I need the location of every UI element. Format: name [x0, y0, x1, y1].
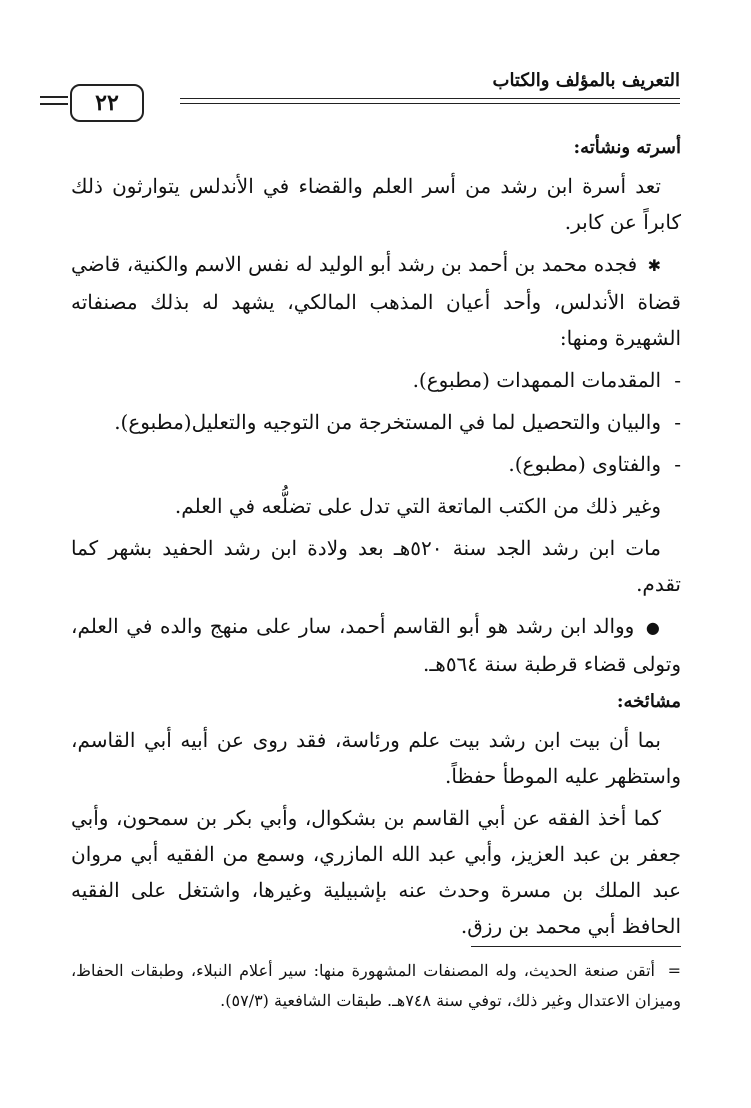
paragraph-family-intro: تعد أسرة ابن رشد من أسر العلم والقضاء في الأندلس يتوارثون ذلك كابراً عن كابر. [71, 174, 681, 234]
bullet-marker: ● [645, 618, 662, 637]
page-number: ٢٢ [70, 84, 144, 122]
paragraph-teachers-intro: بما أن بيت ابن رشد بيت علم ورئاسة، فقد روى عن أبيه أبي القاسم، واستظهر عليه الموطأ حفظاً. [71, 728, 681, 788]
header-ornament-bottom [40, 103, 68, 105]
header-rule-top [180, 98, 680, 99]
footnotes [71, 956, 681, 1016]
footnote-separator [471, 946, 681, 947]
paragraph-father [71, 608, 681, 682]
paragraph-grandfather [71, 246, 681, 356]
paragraph-father-text: ووالد ابن رشد هو أبو القاسم أحمد، سار على منهج والده في العلم، وتولى قضاء قرطبة سنة ٥٦٤هـ. [71, 614, 681, 676]
section-heading-teachers: مشائخه: [616, 691, 681, 712]
paragraph-other-books: وغير ذلك من الكتب الماتعة التي تدل على تضلُّعه في العلم. [174, 494, 661, 518]
paragraph-death: مات ابن رشد الجد سنة ٥٢٠هـ بعد ولادة ابن رشد الحفيد بشهر كما تقدم. [71, 536, 681, 596]
header-rule-bottom [180, 103, 680, 104]
paragraph-teachers-list: كما أخذ الفقه عن أبي القاسم بن بشكوال، وأبي بكر بن سمحون، وأبي جعفر بن عبد العزيز، وأبي عبد الله المازري، وسمع من الفقيه أبي مروان عبد الملك بن مسرة وحدث عنه بإشبيلية وغيرها، واشتغل على الفقيه الحافظ أبي محمد بن رزق. [71, 806, 681, 938]
main-text [71, 134, 681, 950]
list-item-work: -المقدمات الممهدات (مطبوع). [412, 368, 681, 392]
header-ornament-top [40, 96, 68, 98]
list-item-work: -والبيان والتحصيل لما في المستخرجة من التوجيه والتعليل(مطبوع). [114, 410, 681, 434]
paragraph-grandfather-text: فجده محمد بن أحمد بن رشد أبو الوليد له نفس الاسم والكنية، قاضي قضاة الأندلس، وأحد أعيان المذهب المالكي، يشهد له بذلك مصنفاته الشهيرة ومنها: [71, 252, 681, 350]
page-header [70, 70, 680, 130]
footnote-text: أتقن صنعة الحديث، وله المصنفات المشهورة منها: سير أعلام النبلاء، وطبقات الحفاظ، وميزان الاعتدال وغير ذلك، توفي سنة ٧٤٨هـ. طبقات الشافعية (٥٧/٣). [71, 961, 681, 1010]
work-title: والفتاوى (مطبوع). [508, 452, 661, 476]
footnote [71, 956, 681, 1016]
running-title: التعريف بالمؤلف والكتاب [492, 70, 680, 91]
section-heading-family: أسرته ونشأته: [573, 137, 681, 158]
footnote-continuation-mark: = [667, 961, 681, 980]
list-item-work: -والفتاوى (مطبوع). [508, 452, 681, 476]
work-title: المقدمات الممهدات (مطبوع). [412, 368, 661, 392]
work-title: والبيان والتحصيل لما في المستخرجة من التوجيه والتعليل(مطبوع). [114, 410, 661, 434]
asterisk-marker: ✱ [647, 256, 661, 275]
